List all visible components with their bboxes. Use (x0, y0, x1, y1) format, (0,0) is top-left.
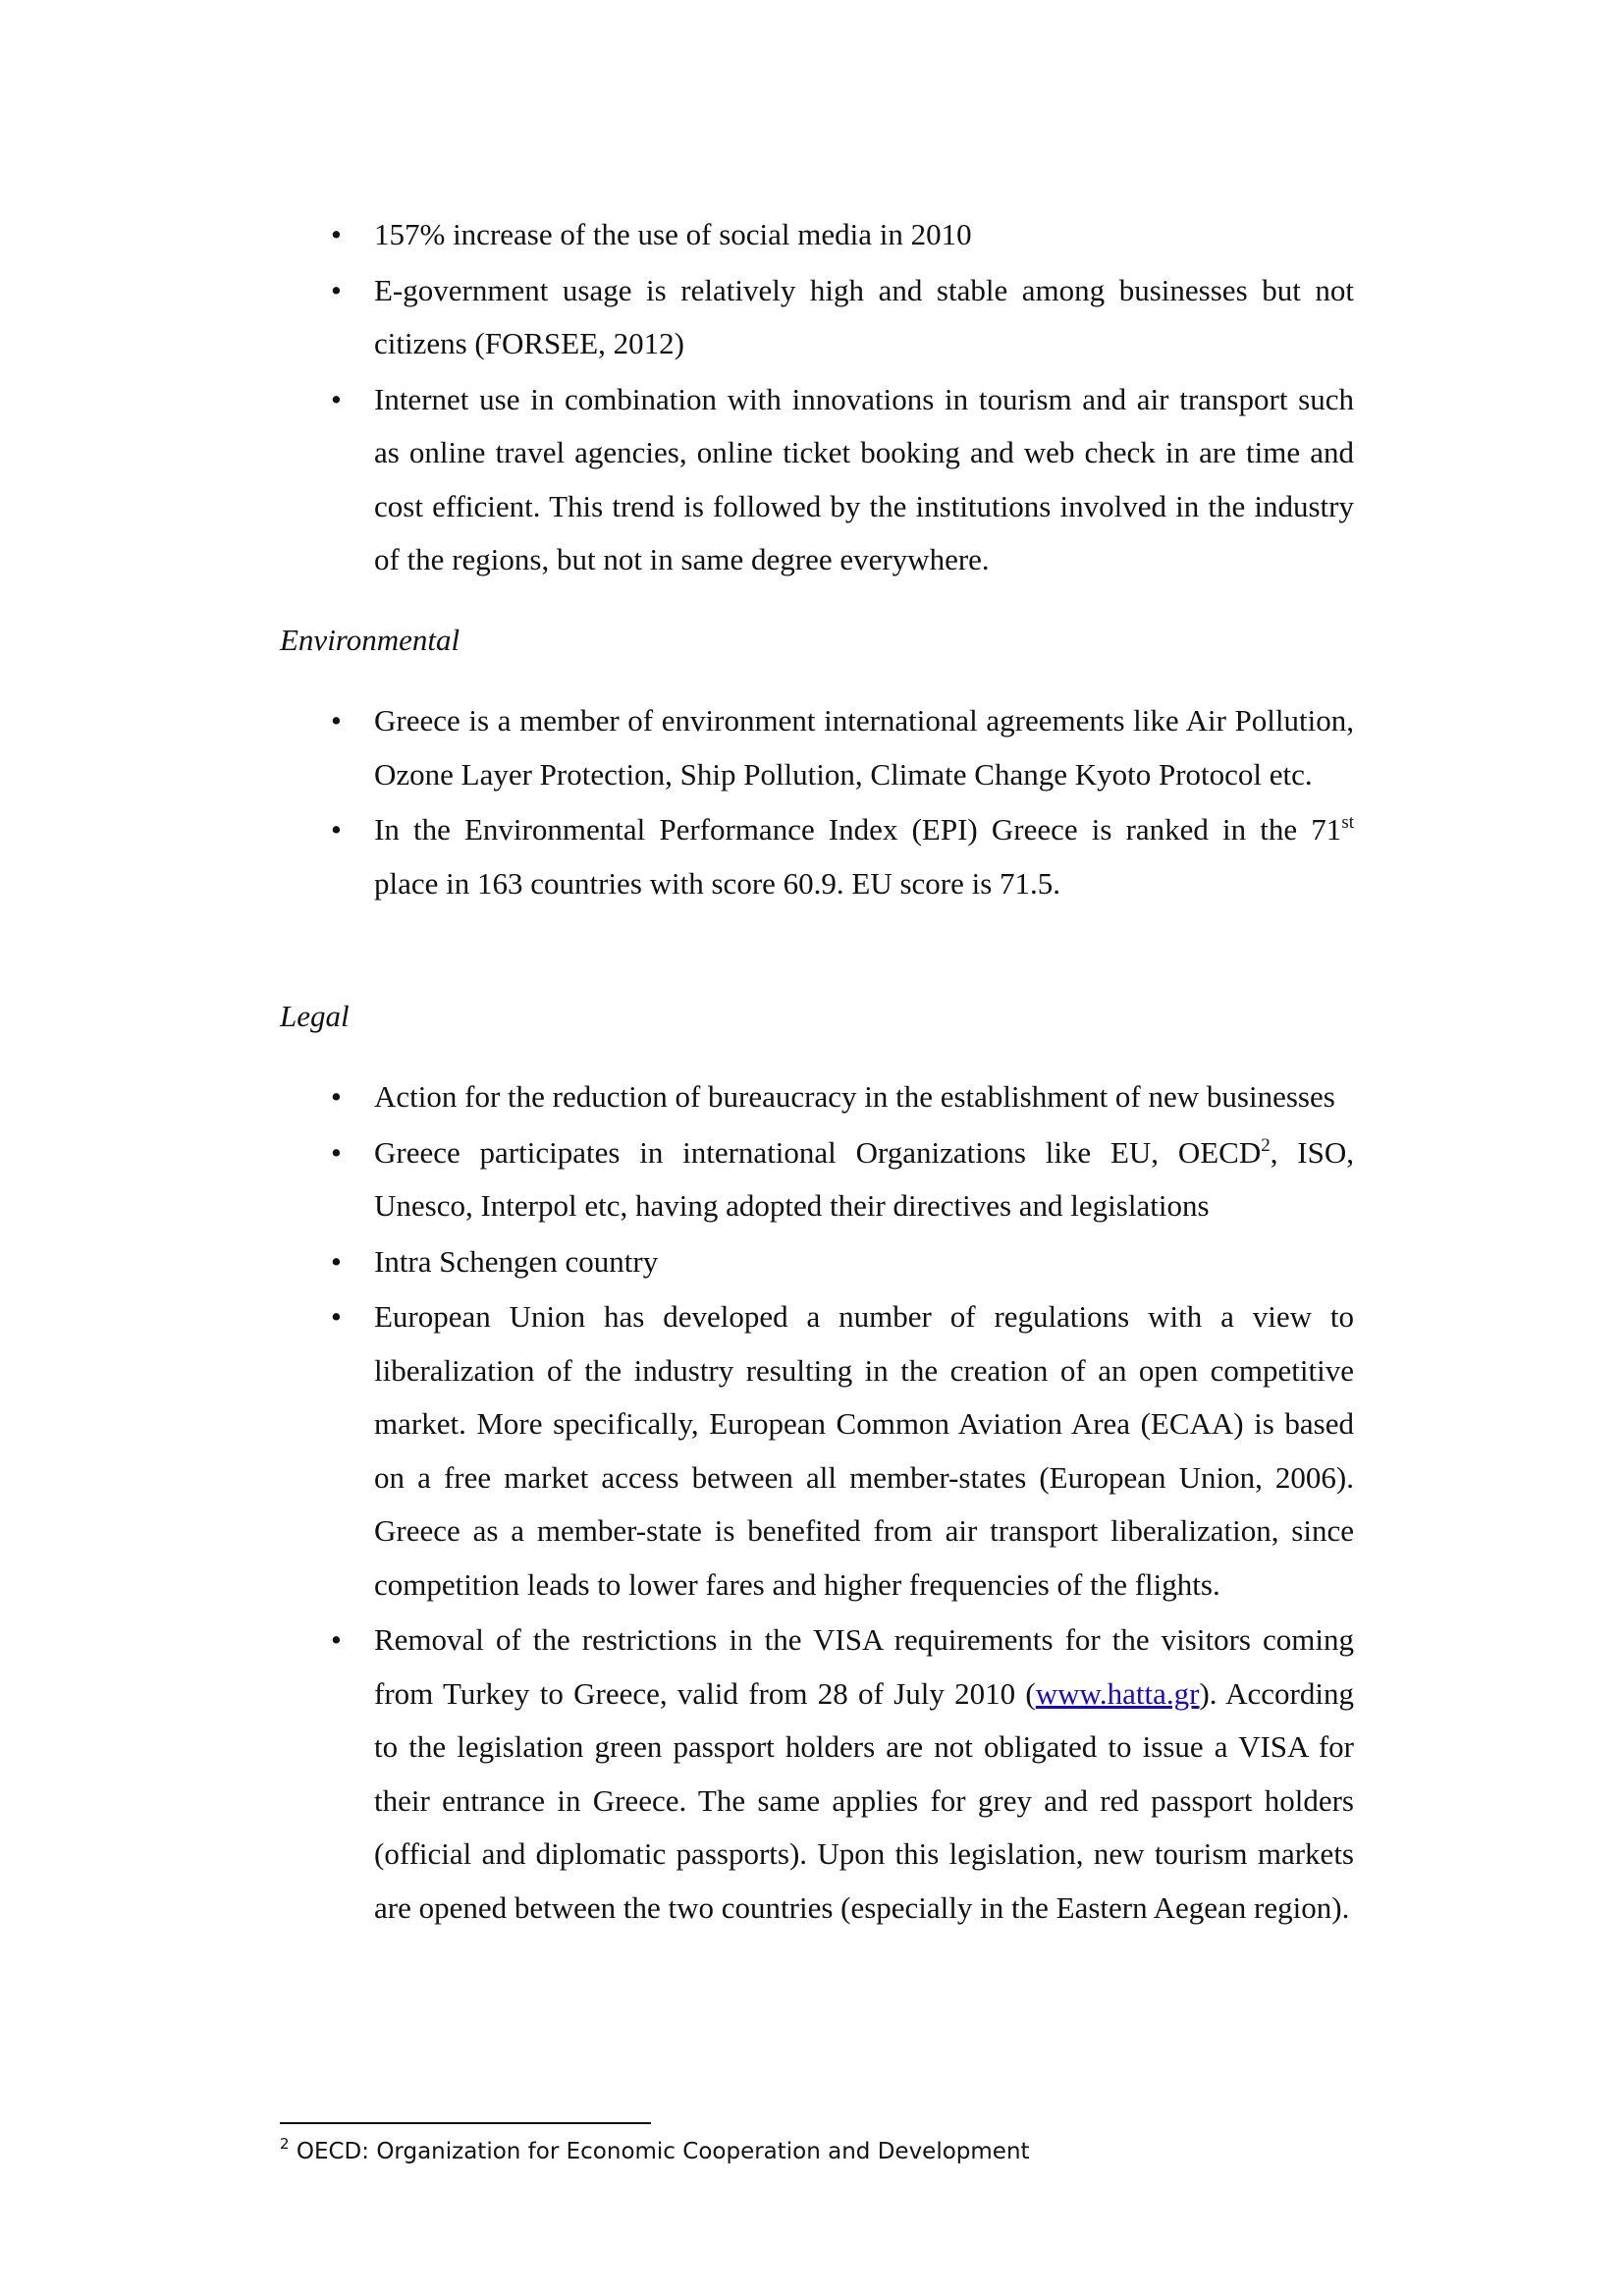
list-item-text: ). According to the legislation green passport holders are not obligated to issue a VISA for their entrance in Greece. The same applies for grey and red passport holders (official and diplomatic passports). Upon this legislation, new tourism markets are opened between the two countries (especially in the Eastern Aegean region). (374, 1675, 1354, 1925)
legal-bullet-list (0, 1070, 1623, 1937)
intro-bullet-list (0, 208, 1623, 589)
list-item (374, 803, 1354, 910)
list-item: • 157% increase of the use of social media in 2010 (374, 208, 1354, 262)
list-item (374, 1126, 1354, 1233)
list-item: • E-government usage is relatively high and stable among businesses but not citizens (FORSEE, 2012) (374, 264, 1354, 371)
list-item: • Action for the reduction of bureaucracy in the establishment of new businesses (374, 1070, 1354, 1124)
list-item: • European Union has developed a number of regulations with a view to liberalization of the industry resulting in the creation of an open competitive market. More specifically, European Common Aviation Area (ECAA) is based on a free market access between all member-states (European Union, 2006). Greece as a member-state is benefited from air transport liberalization, since competition leads to lower fares and higher frequencies of the flights. (374, 1290, 1354, 1612)
section-heading-environmental: Environmental (280, 623, 460, 657)
environmental-bullet-list (0, 694, 1623, 912)
list-item (374, 1613, 1354, 1935)
list-item-text: , ISO, Unesco, Interpol etc, having adopted their directives and legislations (374, 1134, 1354, 1223)
list-item: • Internet use in combination with innovations in tourism and air transport such as online travel agencies, online ticket booking and web check in are time and cost efficient. This trend is followed by the institutions involved in the industry of the regions, but not in same degree everywhere. (374, 373, 1354, 587)
hatta-link[interactable]: www.hatta.gr (1035, 1675, 1200, 1711)
footnote-divider (280, 2122, 651, 2124)
list-item-text: In the Environmental Performance Index (EPI) Greece is ranked in the 71 (374, 812, 1342, 847)
list-item-text: Removal of the restrictions in the VISA requirements for the visitors coming from Turkey to Greece, valid from 28 of July 2010 ( (374, 1622, 1354, 1711)
list-item-text: place in 163 countries with score 60.9. EU score is 71.5. (374, 865, 1061, 901)
footnote-marker: 2 (280, 2135, 290, 2153)
list-item-text: Greece participates in international Organizations like EU, OECD (374, 1134, 1262, 1170)
footnote-reference[interactable]: 2 (1261, 1134, 1271, 1156)
section-heading-legal: Legal (280, 999, 350, 1033)
list-item: • Intra Schengen country (374, 1235, 1354, 1289)
footnote (280, 2137, 1030, 2166)
ordinal-suffix: st (1341, 812, 1354, 833)
list-item: • Greece is a member of environment international agreements like Air Pollution, Ozone Layer Protection, Ship Pollution, Climate Change Kyoto Protocol etc. (374, 694, 1354, 801)
footnote-text: OECD: Organization for Economic Cooperation and Development (289, 2139, 1030, 2164)
